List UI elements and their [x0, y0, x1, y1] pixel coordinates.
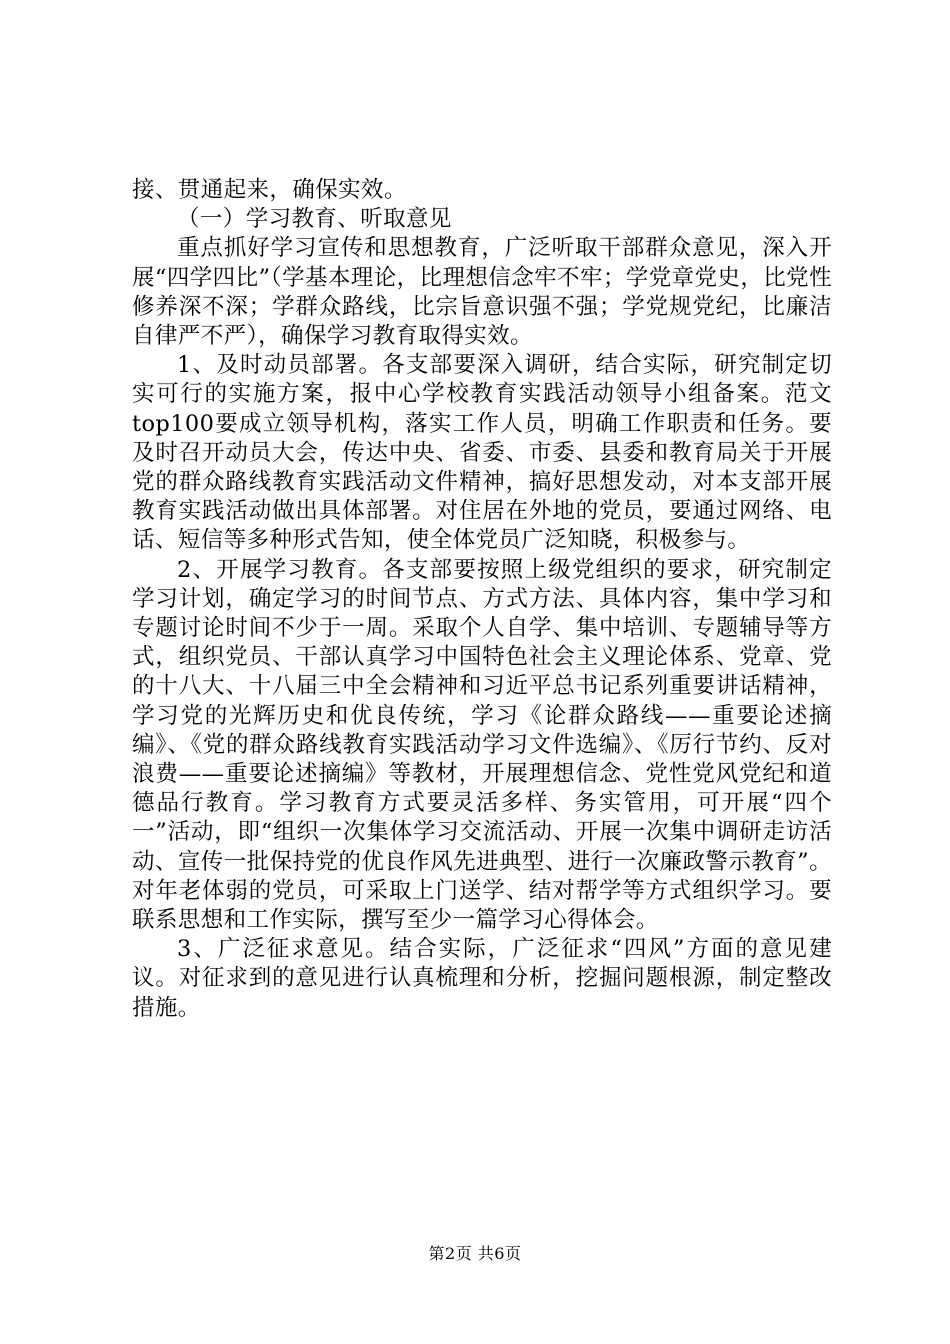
paragraph-intro: 重点抓好学习宣传和思想教育，广泛听取干部群众意见，深入开展“四学四比”（学基本理论，比理想信念牢不牢；学党章党史，比党性修养深不深；学群众路线，比宗旨意识强不强；学党规党纪，比廉洁自律严不严），确保学习教育取得实效。 [132, 235, 832, 350]
page-footer: 第2页 共6页 [428, 1244, 522, 1263]
paragraph-item-3: 3、广泛征求意见。结合实际，广泛征求“四风”方面的意见建议。对征求到的意见进行认真梳理和分析，挖掘问题根源，制定整改措施。 [132, 936, 832, 1021]
paragraph-continuation: 接、贯通起来，确保实效。 [132, 177, 407, 203]
document-body [132, 176, 832, 1023]
section-heading: （一）学习教育、听取意见 [177, 206, 452, 233]
paragraph-item-1: 1、及时动员部署。各支部要深入调研，结合实际，研究制定切实可行的实施方案，报中心学校教育实践活动领导小组备案。范文top100要成立领导机构，落实工作人员，明确工作职责和任务。要及时召开动员大会，传达中央、省委、市委、县委和教育局关于开展党的群众路线教育实践活动文件精神，搞好思想发动，对本支部开展教育实践活动做出具体部署。对住居在外地的党员，要通过网络、电话、短信等多种形式告知，使全体党员广泛知晓，积极参与。 [132, 352, 832, 554]
paragraph-item-2: 2、开展学习教育。各支部要按照上级党组织的要求，研究制定学习计划，确定学习的时间节点、方式方法、具体内容，集中学习和专题讨论时间不少于一周。采取个人自学、集中培训、专题辅导等方式，组织党员、干部认真学习中国特色社会主义理论体系、党章、党的十八大、十八届三中全会精神和习近平总书记系列重要讲话精神，学习党的光辉历史和优良传统，学习《论群众路线——重要论述摘编》、《党的群众路线教育实践活动学习文件选编》、《厉行节约、反对浪费——重要论述摘编》等教材，开展理想信念、党性党风党纪和道德品行教育。学习教育方式要灵活多样、务实管用，可开展“四个一”活动，即“组织一次集体学习交流活动、开展一次集中调研走访活动、宣传一批保持党的优良作风先进典型、进行一次廉政警示教育”。对年老体弱的党员，可采取上门送学、结对帮学等方式组织学习。要联系思想和工作实际，撰写至少一篇学习心得体会。 [132, 556, 832, 934]
